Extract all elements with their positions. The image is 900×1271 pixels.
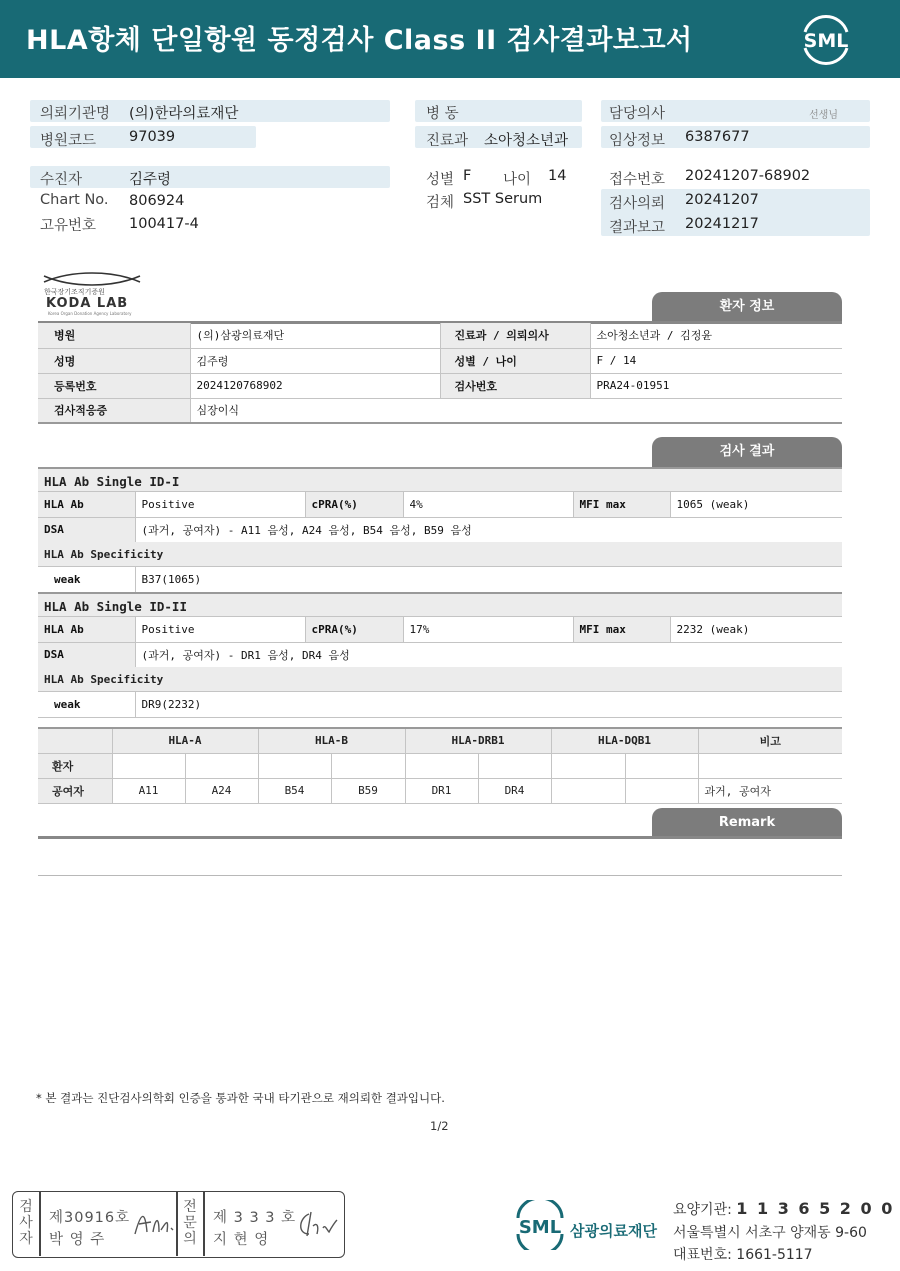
table-label: HLA Ab: [38, 617, 135, 642]
receipt-no-label: 접수번호: [609, 172, 666, 188]
table-cell: PRA24-01951: [590, 373, 842, 398]
sml-footer-logo-text: SML: [518, 1217, 562, 1238]
table-cell: [698, 753, 842, 778]
section-rule: [38, 836, 842, 839]
table-cell: 2232 (weak): [670, 617, 842, 642]
institution-code: [673, 1199, 894, 1219]
clinical-info-value: 6387677: [685, 129, 750, 145]
table-cell: A24: [185, 778, 258, 803]
signature-box: [12, 1191, 345, 1258]
table-label: cPRA(%): [305, 617, 403, 642]
table-row: [38, 642, 842, 667]
receipt-no-value: 20241207-68902: [685, 168, 811, 184]
footnote: * 본 결과는 진단검사의학회 인증을 통과한 국내 타기관으로 재의뢰한 결과입니다.: [36, 1091, 445, 1105]
table-corner: [38, 728, 112, 753]
patient-label: 수진자: [40, 172, 83, 188]
sex-value: F: [463, 168, 472, 184]
sml-logo-text: SML: [803, 30, 849, 52]
dept-value: 소아청소년과: [484, 133, 569, 149]
request-date-label: 검사의뢰: [609, 196, 666, 212]
table-row: [38, 398, 842, 423]
table-cell: DR1: [405, 778, 478, 803]
specialist-name: 지 현 영: [213, 1232, 270, 1248]
sml-footer-logo-icon: [510, 1200, 570, 1250]
class1-specificity-table: [38, 567, 842, 593]
table-cell: 소아청소년과 / 김정윤: [590, 323, 842, 348]
table-row: [38, 323, 842, 348]
hla-typing-table: [38, 727, 842, 804]
page-number: 1/2: [430, 1119, 449, 1133]
divider: [176, 1192, 178, 1256]
table-label: MFI max: [573, 617, 670, 642]
unique-id-label: 고유번호: [40, 218, 97, 234]
table-cell: B59: [331, 778, 405, 803]
hla-a-header: HLA-A: [112, 728, 258, 753]
table-row: [38, 728, 842, 753]
table-cell: A11: [112, 778, 185, 803]
chart-no-label: Chart No.: [40, 192, 109, 208]
class1-title: HLA Ab Single ID-I: [38, 467, 842, 492]
table-row: [38, 753, 842, 778]
table-row: [38, 567, 842, 592]
phone: [673, 1244, 813, 1264]
report-title: HLA항체 단일항원 동정검사 Class II 검사결과보고서: [26, 25, 693, 56]
table-label: 검사적응증: [38, 398, 190, 423]
table-label: MFI max: [573, 492, 670, 517]
test-result-tab: 검사 결과: [652, 437, 842, 467]
table-cell: B54: [258, 778, 331, 803]
dept-label: 진료과: [426, 133, 469, 149]
table-label: 성별 / 나이: [440, 348, 590, 373]
doctor-label: 담당의사: [609, 106, 666, 122]
table-cell: [405, 753, 478, 778]
table-cell: 김주령: [190, 348, 440, 373]
table-cell: 4%: [403, 492, 573, 517]
sex-label: 성별: [426, 172, 455, 188]
table-cell: Positive: [135, 617, 305, 642]
table-label: weak: [38, 567, 135, 592]
divider: [203, 1192, 205, 1256]
class2-table: [38, 617, 842, 668]
table-cell: [112, 753, 185, 778]
hla-dqb1-header: HLA-DQB1: [551, 728, 698, 753]
age-label: 나이: [503, 172, 532, 188]
specimen-label: 검체: [426, 195, 455, 211]
table-label: 성명: [38, 348, 190, 373]
org-name: 삼광의료재단: [570, 1222, 657, 1240]
table-cell: 17%: [403, 617, 573, 642]
koda-patient-table: [38, 323, 842, 424]
table-cell: F / 14: [590, 348, 842, 373]
class2-title: HLA Ab Single ID-II: [38, 592, 842, 617]
table-row: [38, 348, 842, 373]
inspector-name: 박 영 주: [49, 1232, 106, 1248]
hospital-code-value: 97039: [129, 129, 176, 145]
table-cell: B37(1065): [135, 567, 842, 592]
specialist-signature-icon: [295, 1204, 341, 1244]
table-label: DSA: [38, 517, 135, 542]
table-cell: [185, 753, 258, 778]
client-org-value: (의)한라의료재단: [129, 106, 239, 122]
table-row: [38, 373, 842, 398]
chart-no-value: 806924: [129, 193, 185, 209]
table-cell: [258, 753, 331, 778]
label-shade: [30, 166, 390, 188]
table-label: 진료과 / 의뢰의사: [440, 323, 590, 348]
class2-specificity-head: HLA Ab Specificity: [38, 667, 842, 692]
table-label: weak: [38, 692, 135, 717]
doctor-suffix: 선생님: [809, 110, 838, 121]
inspector-label: 검 사 자: [19, 1199, 33, 1247]
table-cell: (의)삼광의료재단: [190, 323, 440, 348]
table-cell: (과거, 공여자) - A11 음성, A24 음성, B54 음성, B59 음성: [135, 517, 842, 542]
table-label: 검사번호: [440, 373, 590, 398]
report-date-label: 결과보고: [609, 220, 666, 236]
report-header: [0, 0, 900, 78]
table-cell: [551, 753, 625, 778]
table-cell: 1065 (weak): [670, 492, 842, 517]
table-cell: [331, 753, 405, 778]
table-row: [38, 692, 842, 717]
table-cell: 과거, 공여자: [698, 778, 842, 803]
table-cell: (과거, 공여자) - DR1 음성, DR4 음성: [135, 642, 842, 667]
phone-value: 1661-5117: [736, 1247, 813, 1263]
table-row: [38, 492, 842, 517]
koda-tagline: Korea Organ Donation Agency Laboratory: [48, 311, 132, 316]
class2-specificity-table: [38, 692, 842, 718]
koda-name: KODA LAB: [46, 296, 129, 311]
patient-row-label: 환자: [38, 753, 112, 778]
table-cell: [551, 778, 625, 803]
patient-value: 김주령: [129, 172, 172, 188]
table-row: [38, 617, 842, 642]
koda-logo-icon: [42, 272, 142, 286]
class1-specificity-head: HLA Ab Specificity: [38, 542, 842, 567]
phone-label: 대표번호:: [673, 1247, 732, 1263]
class1-table: [38, 492, 842, 543]
request-date-value: 20241207: [685, 192, 759, 208]
donor-row-label: 공여자: [38, 778, 112, 803]
inspector-license: 제30916호: [49, 1210, 131, 1226]
table-cell: Positive: [135, 492, 305, 517]
table-cell: DR9(2232): [135, 692, 842, 717]
table-cell: 심장이식: [190, 398, 842, 423]
remark-bottom-line: [38, 875, 842, 876]
table-cell: DR4: [478, 778, 551, 803]
specimen-value: SST Serum: [463, 191, 543, 207]
remark-tab: Remark: [652, 808, 842, 837]
remark-header: 비고: [698, 728, 842, 753]
table-cell: [625, 778, 698, 803]
table-label: 병원: [38, 323, 190, 348]
specialist-label: 전 문 의: [183, 1199, 197, 1247]
address: 서울특별시 서초구 양재동 9-60: [673, 1225, 867, 1241]
hospital-code-label: 병원코드: [40, 133, 97, 149]
age-value: 14: [548, 168, 567, 184]
table-label: HLA Ab: [38, 492, 135, 517]
sml-logo-icon: [795, 12, 857, 66]
patient-info-tab: 환자 정보: [652, 292, 842, 322]
table-row: [38, 778, 842, 803]
unique-id-value: 100417-4: [129, 216, 199, 232]
inspector-signature-icon: [131, 1202, 179, 1244]
table-label: cPRA(%): [305, 492, 403, 517]
koda-org-small: 한국장기조직기증원: [44, 288, 105, 296]
institution-code-value: 1 1 3 6 5 2 0 0: [736, 1199, 895, 1218]
table-label: 등록번호: [38, 373, 190, 398]
report-date-value: 20241217: [685, 216, 759, 232]
institution-code-label: 요양기관:: [673, 1202, 732, 1218]
divider: [39, 1192, 41, 1256]
hla-b-header: HLA-B: [258, 728, 405, 753]
table-cell: [625, 753, 698, 778]
table-row: [38, 517, 842, 542]
client-org-label: 의뢰기관명: [40, 106, 111, 122]
specialist-license: 제 3 3 3 호: [213, 1210, 297, 1226]
table-label: DSA: [38, 642, 135, 667]
table-cell: [478, 753, 551, 778]
clinical-info-label: 임상정보: [609, 133, 666, 149]
ward-label: 병 동: [426, 106, 459, 122]
hla-drb1-header: HLA-DRB1: [405, 728, 551, 753]
table-cell: 2024120768902: [190, 373, 440, 398]
